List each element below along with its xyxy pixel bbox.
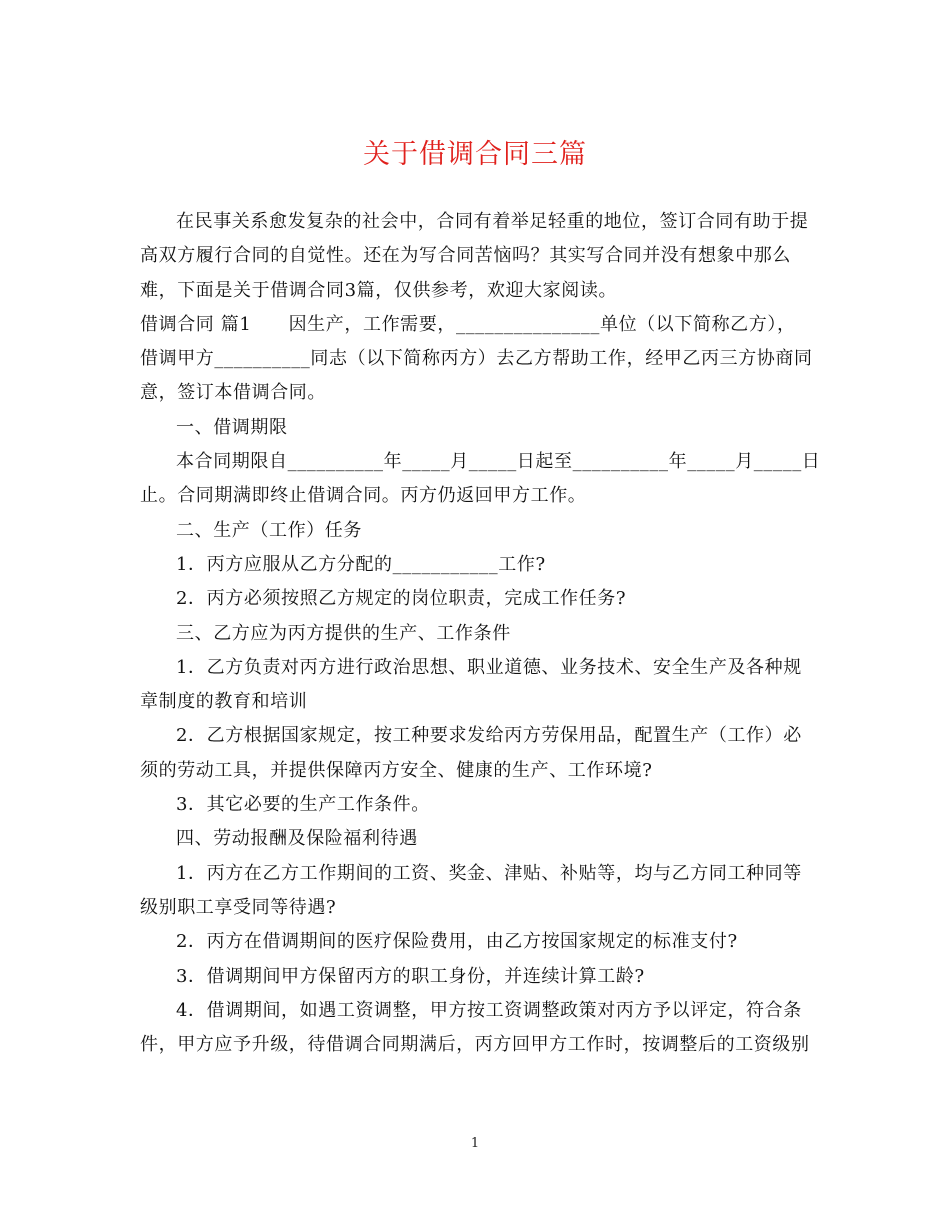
text-line: 借调甲方__________同志（以下简称丙方）去乙方帮助工作，经甲乙丙三方协商同 xyxy=(140,348,813,370)
text-line: 2．乙方根据国家规定，按工种要求发给丙方劳保用品，配置生产（工作）必 xyxy=(176,725,802,747)
text-line: 意，签订本借调合同。 xyxy=(140,382,326,404)
text-line: 4．借调期间，如遇工资调整，甲方按工资调整政策对丙方予以评定，符合条 xyxy=(176,999,802,1021)
text-line: 1．丙方在乙方工作期间的工资、奖金、津贴、补贴等，均与乙方同工种同等 xyxy=(176,862,802,884)
page-number: 1 xyxy=(470,1136,480,1151)
document-title: 关于借调合同三篇 xyxy=(363,139,587,170)
text-line: 2．丙方必须按照乙方规定的岗位职责，完成工作任务? xyxy=(176,588,627,610)
text-line: 须的劳动工具，并提供保障丙方安全、健康的生产、工作环境? xyxy=(140,759,653,781)
text-line: 高双方履行合同的自觉性。还在为写合同苦恼吗？其实写合同并没有想象中那么 xyxy=(140,245,791,267)
text-line: 借调合同 篇1 因生产，工作需要，_______________单位（以下简称乙方）， xyxy=(140,313,796,335)
section-heading: 四、劳动报酬及保险福利待遇 xyxy=(176,828,418,850)
text-line: 本合同期限自__________年_____月_____日起至__________年_____月_____日 xyxy=(176,451,821,473)
text-line: 1．乙方负责对丙方进行政治思想、职业道德、业务技术、安全生产及各种规 xyxy=(176,656,802,678)
section-heading: 三、乙方应为丙方提供的生产、工作条件 xyxy=(176,622,511,644)
text-line: 件，甲方应予升级，待借调合同期满后，丙方回甲方工作时，按调整后的工资级别 xyxy=(140,1034,810,1056)
section-heading: 一、借调期限 xyxy=(176,416,288,438)
text-line: 难，下面是关于借调合同3篇，仅供参考，欢迎大家阅读。 xyxy=(140,279,618,301)
text-line: 章制度的教育和培训 xyxy=(140,691,308,713)
text-line: 在民事关系愈发复杂的社会中，合同有着举足轻重的地位，签订合同有助于提 xyxy=(176,211,809,232)
text-line: 级别职工享受同等待遇? xyxy=(140,896,337,918)
text-line: 1．丙方应服从乙方分配的___________工作? xyxy=(176,553,546,575)
text-line: 3．其它必要的生产工作条件。 xyxy=(176,794,430,816)
text-line: 3．借调期间甲方保留丙方的职工身份，并连续计算工龄? xyxy=(176,965,645,987)
section-heading: 二、生产（工作）任务 xyxy=(176,519,362,541)
text-line: 止。合同期满即终止借调合同。丙方仍返回甲方工作。 xyxy=(140,485,587,507)
text-line: 2．丙方在借调期间的医疗保险费用，由乙方按国家规定的标准支付? xyxy=(176,931,738,953)
document-body xyxy=(140,205,820,1062)
